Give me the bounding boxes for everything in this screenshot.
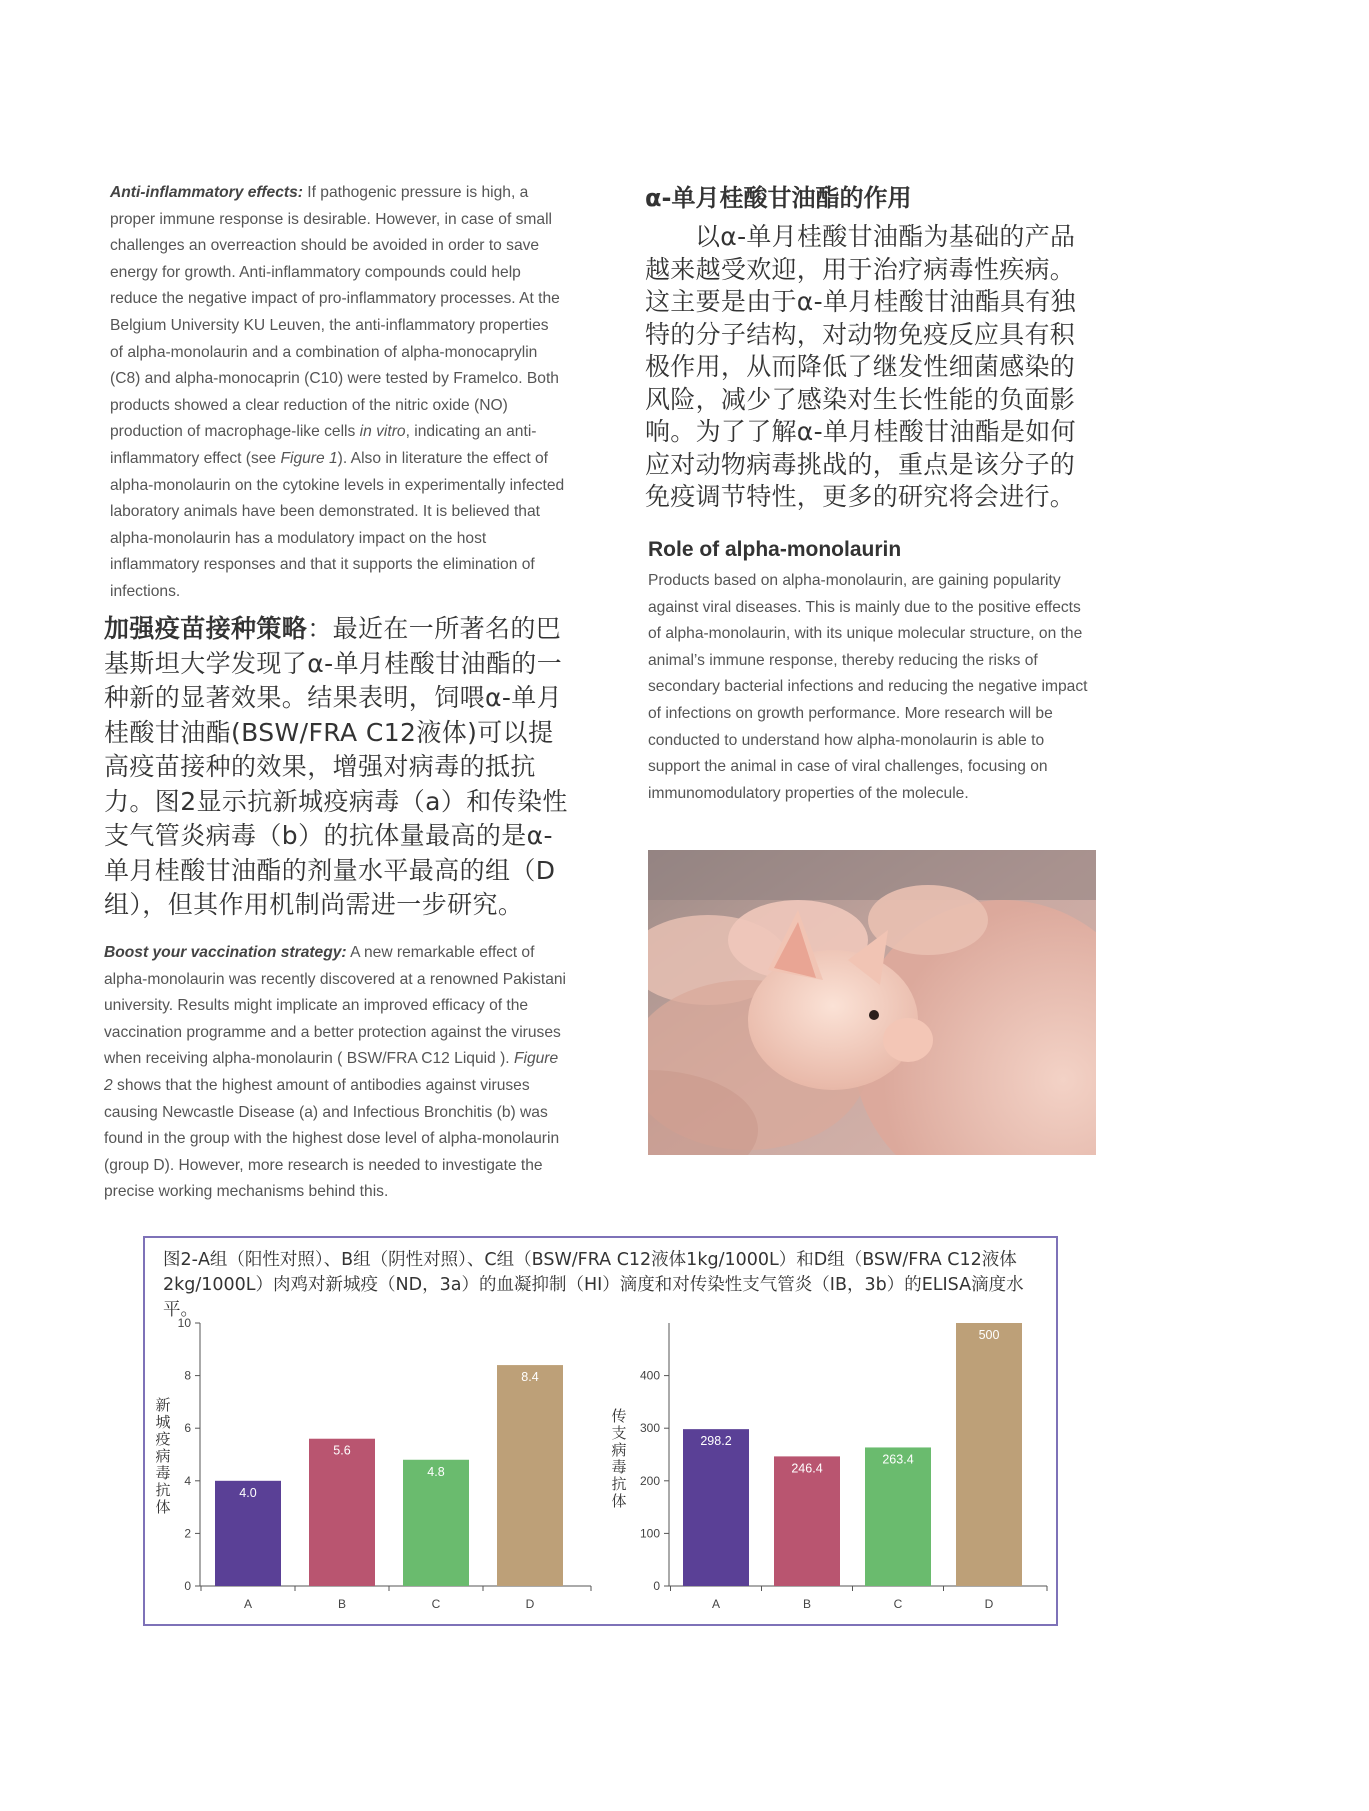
chart-2-data-label: 500 [978, 1328, 1000, 1342]
chart-2-bar [683, 1429, 749, 1586]
chart-1-y-axis-label: 疫 [155, 1430, 171, 1448]
zh-vaccination-lead: 加强疫苗接种策略 [104, 614, 308, 643]
chart-2-y-tick-label: 200 [639, 1473, 660, 1488]
chart-1-y-axis-label: 毒 [155, 1464, 171, 1482]
zh-role-section [645, 178, 1095, 514]
figure-2-charts [145, 1238, 1056, 1624]
chart-1-y-axis-label: 新 [155, 1396, 171, 1414]
chart-2-x-tick-label: C [893, 1597, 903, 1611]
chart-2-y-axis-label: 毒 [611, 1458, 627, 1476]
chart-2-x-tick-label: D [984, 1597, 994, 1611]
chart-2-x-tick-label: B [802, 1597, 812, 1611]
chart-1-y-axis-label: 病 [155, 1447, 171, 1465]
anti-inflammatory-paragraph [110, 180, 565, 606]
paragraph-text: ). Also in literature the effect of alpha-monolaurin on the cytokine levels in experimentally infected laboratory animals have been demonstrated. It is believed that alpha-monolaurin has a modulatory impact on the host inflammatory responses and that it supports the elimination of infections. [110, 449, 565, 600]
role-heading: Role of alpha-monolaurin [648, 538, 902, 561]
chart-1-data-label: 5.6 [333, 1443, 351, 1458]
paragraph-text: shows that the highest amount of antibodies against viruses causing Newcastle Disease (a) and Infectious Bronchitis (b) was found in the group with the highest dose level of alpha-monolaurin (group D). However, more research is needed to investigate the precise working mechanisms behind this. [104, 1076, 560, 1201]
piglets-illustration [648, 850, 1096, 1155]
chart-1-y-tick-label: 0 [184, 1579, 191, 1593]
chart-1-data-label: 4.8 [427, 1464, 445, 1479]
anti-inflammatory-section [110, 180, 565, 606]
chart-1-data-label: 4.0 [239, 1485, 257, 1500]
chart-2-bar [774, 1456, 840, 1586]
chart-2-data-label: 263.4 [882, 1452, 914, 1467]
chart-2-data-label: 246.4 [791, 1461, 823, 1476]
chart-1-y-tick-label: 2 [184, 1526, 191, 1541]
zh-vaccination-text: ：最近在一所著名的巴基斯坦大学发现了α-单月桂酸甘油酯的一种新的显著效果。结果表明，饲喂α-单月桂酸甘油酯(BSW/FRA C12液体)可以提高疫苗接种的效果，增强对病毒的抵抗力。图2显示抗新城疫病毒（a）和传染性支气管炎病毒（b）的抗体量最高的是α-单月桂酸甘油酯的剂量水平最高的组（D组），但其作用机制尚需进一步研究。 [104, 614, 568, 919]
piglets-photo [648, 850, 1096, 1155]
chart-2-y-axis-label: 体 [611, 1492, 627, 1510]
chart-1-bar [309, 1439, 375, 1586]
figure-1-reference: Figure 1 [280, 449, 338, 467]
figure-2-box [143, 1236, 1058, 1626]
chart-2-y-tick-label: 0 [653, 1579, 660, 1593]
chart-1-x-tick-label: A [243, 1597, 253, 1611]
chart-1-y-tick-label: 10 [177, 1316, 191, 1330]
chart-2-y-axis-label: 抗 [611, 1475, 627, 1493]
chart-1-data-label: 8.4 [521, 1370, 539, 1385]
boost-lead: Boost your vaccination strategy: [104, 944, 347, 961]
figure-caption: 图2-A组（阳性对照）、B组（阴性对照）、C组（BSW/FRA C12液体1kg/1000L）和D组（BSW/FRA C12液体2kg/1000L）肉鸡对新城疫（ND，3a）的血凝抑制（HI）滴度和对传染性支气管炎（IB，3b）的ELISA滴度水平。 [163, 1250, 1024, 1320]
anti-inflammatory-lead: Anti-inflammatory effects: [110, 184, 303, 201]
role-section [648, 568, 1098, 807]
zh-role-body: 以α-单月桂酸甘油酯为基础的产品越来越受欢迎，用于治疗病毒性疾病。这主要是由于α-单月桂酸甘油酯具有独特的分子结构，对动物免疫反应具有积极作用，从而降低了继发性细菌感染的风险，减少了感染对生长性能的负面影响。为了了解α-单月桂酸甘油酯是如何应对动物病毒挑战的，重点是该分子的免疫调节特性，更多的研究将会进行。 [645, 222, 1076, 511]
role-body: Products based on alpha-monolaurin, are gaining popularity against viral diseases. This is mainly due to the positive effects of alpha-monolaurin, with its unique molecular structure, on the animal’s immune response, thereby reducing the risks of secondary bacterial infections and reducing the negative impact of infections on growth performance. More research will be conducted to understand how alpha-monolaurin is able to support the animal in case of viral challenges, focusing on immunomodulatory properties of the molecule. [648, 572, 1088, 802]
chart-2-y-axis-label: 病 [611, 1441, 627, 1459]
figure-2-reference: Figure 2 [104, 1050, 559, 1094]
chart-1-x-tick-label: C [431, 1597, 441, 1611]
chart-1-y-axis-label: 城 [155, 1413, 171, 1431]
chart-1-x-tick-label: B [337, 1597, 347, 1611]
chart-2-y-tick-label: 100 [639, 1526, 660, 1541]
chart-1-y-tick-label: 8 [184, 1368, 191, 1383]
chart-2-data-label: 298.2 [700, 1434, 732, 1449]
zh-vaccination-paragraph [104, 612, 570, 923]
boost-vaccination-paragraph [104, 940, 566, 1206]
chart-1-bar [497, 1365, 563, 1586]
zh-role-heading: α-单月桂酸甘油酯的作用 [645, 184, 912, 212]
paragraph-text: , indicating an anti-inflammatory effect (see [110, 423, 537, 467]
chart-2-y-axis-label: 传 [611, 1407, 627, 1425]
chart-2-bar [956, 1323, 1022, 1586]
chart-2-bar [865, 1447, 931, 1586]
chart-2-y-tick-label: 400 [639, 1368, 660, 1383]
chart-1-x-tick-label: D [525, 1597, 535, 1611]
in-vitro-term: in vitro [359, 423, 406, 441]
chart-2-y-tick-label: 300 [639, 1421, 660, 1436]
chart-2-y-axis-label: 支 [611, 1424, 627, 1442]
boost-vaccination-section [104, 940, 566, 1206]
chart-1-y-tick-label: 6 [184, 1421, 191, 1436]
paragraph-text: If pathogenic pressure is high, a proper immune response is desirable. However, in case of small challenges an overreaction should be avoided in order to save energy for growth. Anti-inflammatory compounds could help reduce the negative impact of pro-inflammatory processes. At the Belgium University KU Leuven, the anti-inflammatory properties of alpha-monolaurin and a combination of alpha-monocaprylin (C8) and alpha-monocaprin (C10) were tested by Framelco. Both products showed a clear reduction of the nitric oxide (NO) production of macrophage-like cells [110, 184, 560, 441]
chart-1-y-tick-label: 4 [184, 1473, 191, 1488]
chart-1-y-axis-label: 体 [155, 1498, 171, 1516]
paragraph-text: A new remarkable effect of alpha-monolaurin was recently discovered at a renowned Pakistani university. Results might implicate an improved efficacy of the vaccination programme and a better protection against the viruses when receiving alpha-monolaurin ( BSW/FRA C12 Liquid ). [104, 944, 567, 1068]
chart-2-x-tick-label: A [711, 1597, 721, 1611]
chart-1-y-axis-label: 抗 [155, 1481, 171, 1499]
